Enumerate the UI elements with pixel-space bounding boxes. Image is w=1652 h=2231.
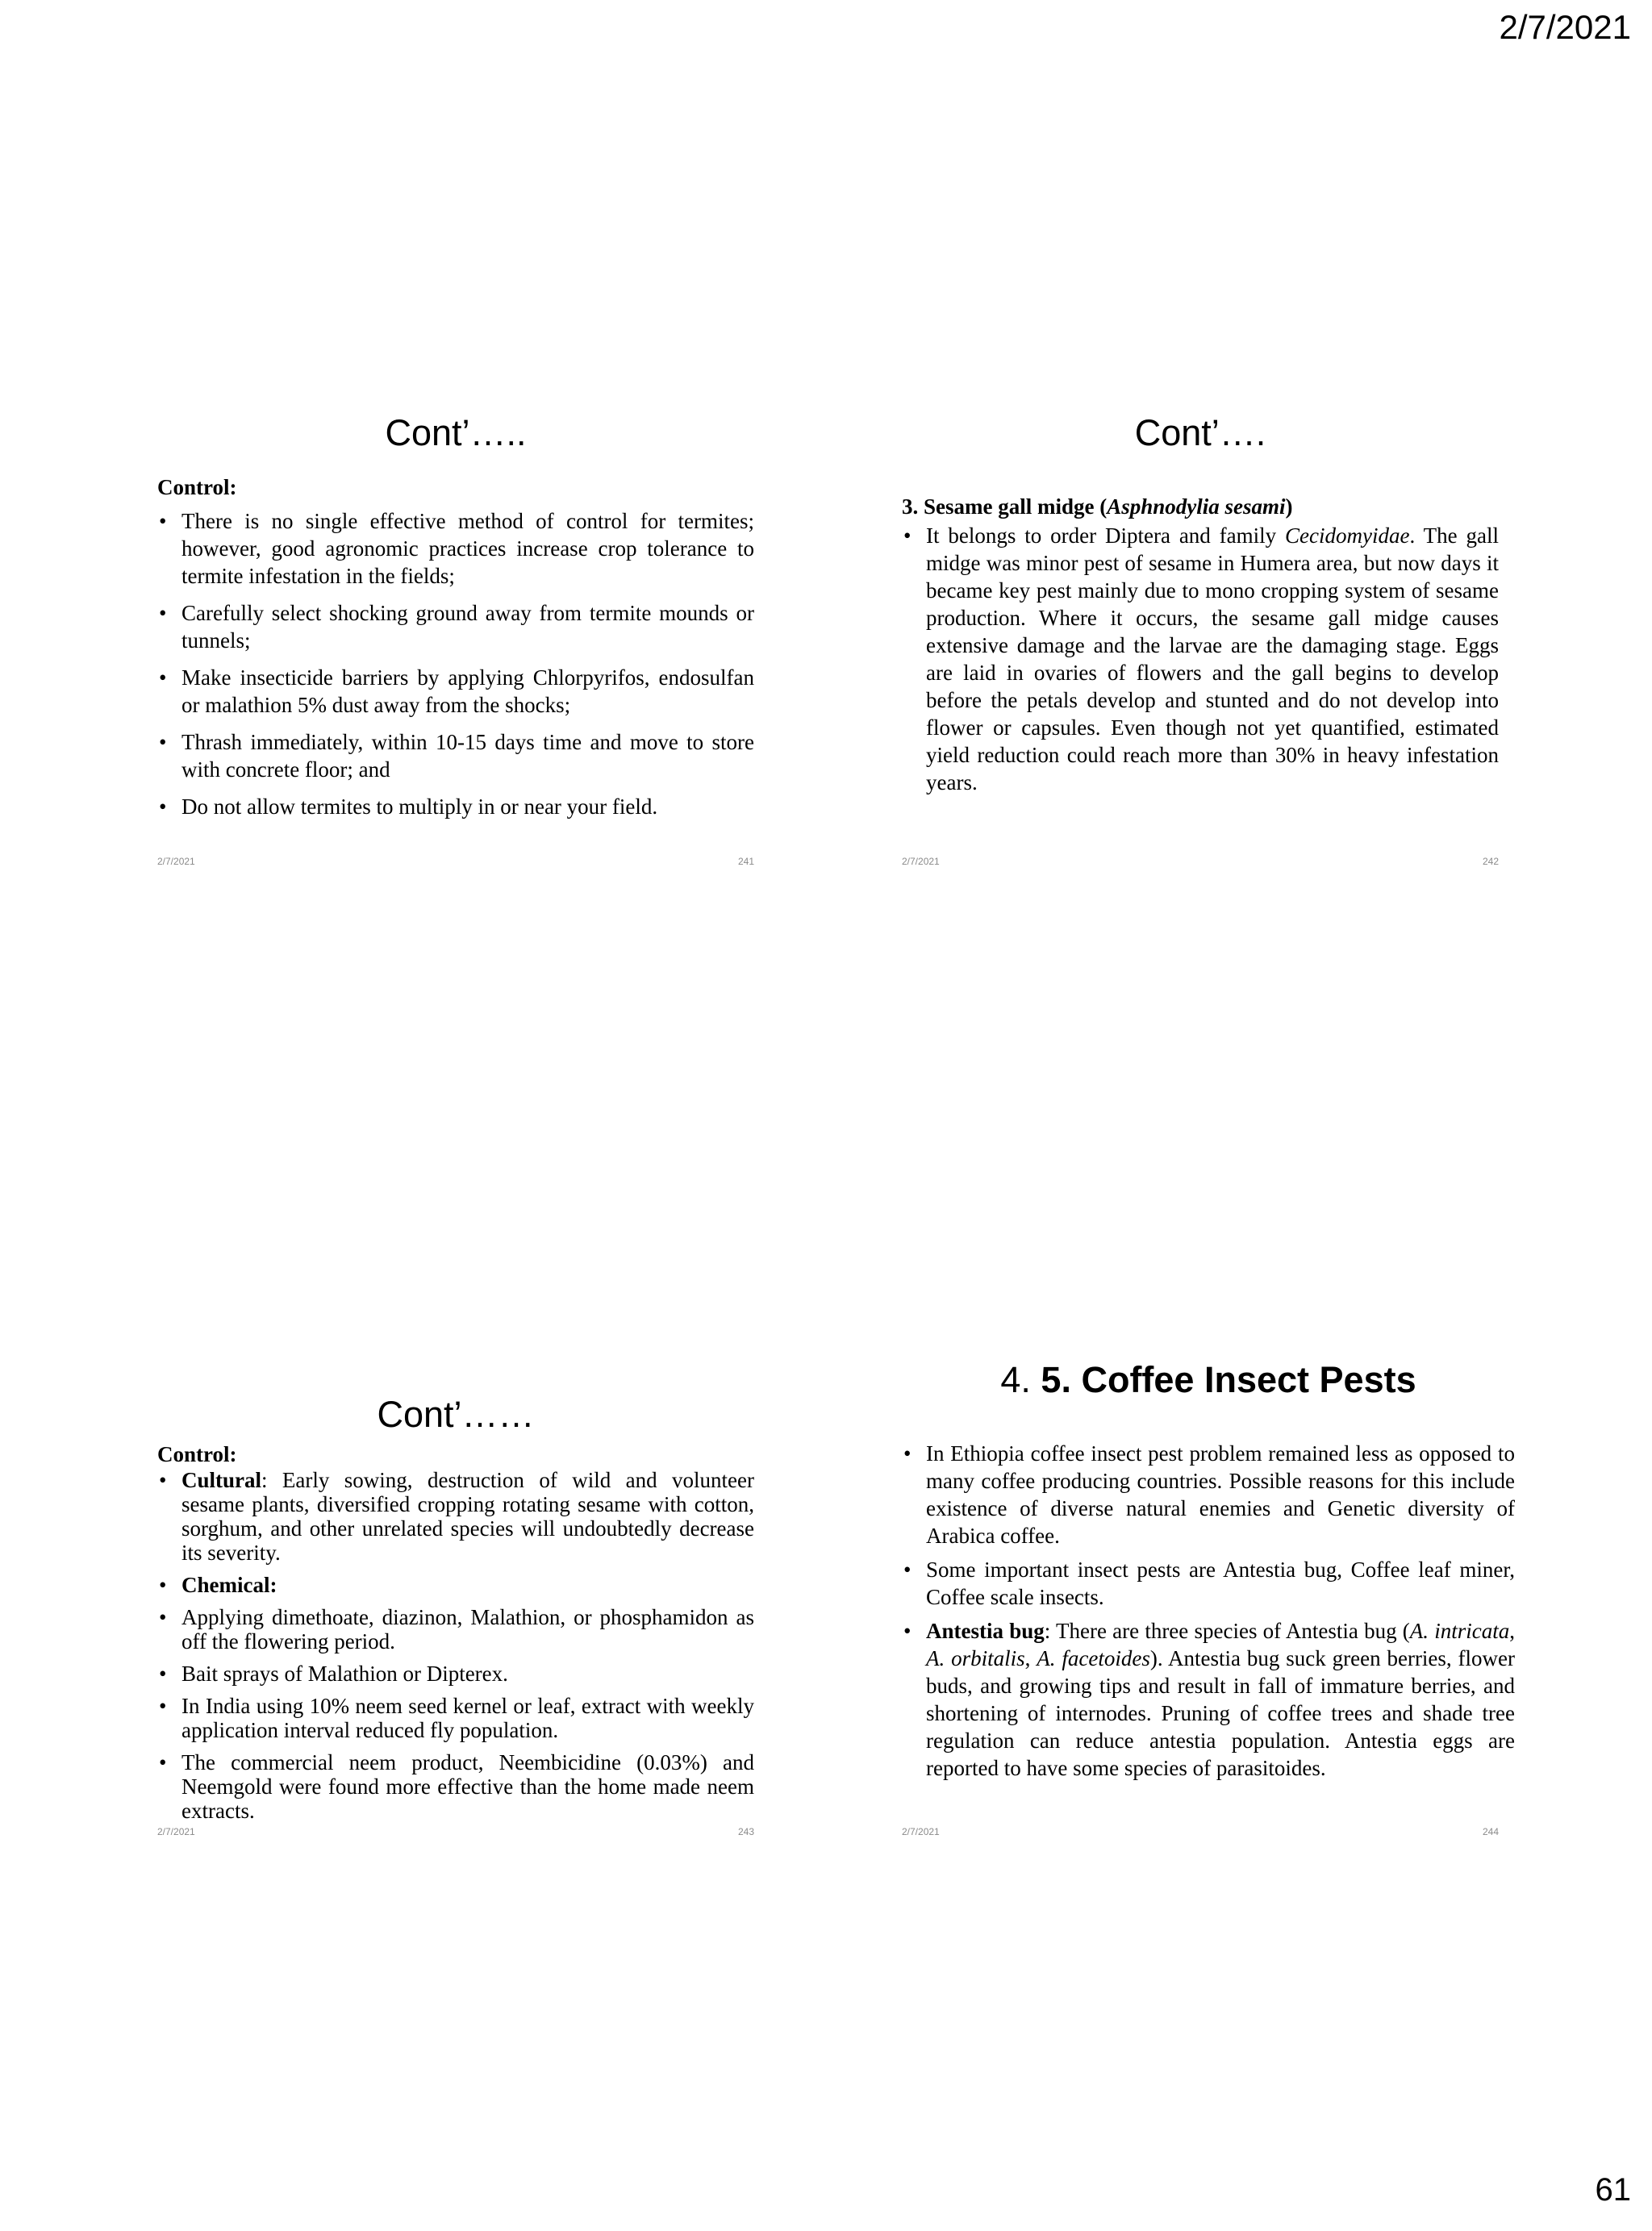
list-item: • Cultural: Early sowing, destruction of wild and volunteer sesame plants, diversified cropping rotating sesame with cotton, sorghum, and other unrelated species will undoubtedly decrease its severity. [157, 1468, 754, 1565]
list-item: • The commercial neem product, Neembicidine (0.03%) and Neemgold were found more effective than the home made neem extracts. [157, 1750, 754, 1823]
list-item: • Make insecticide barriers by applying Chlorpyrifos, endosulfan or malathion 5% dust away from the shocks; [157, 664, 754, 719]
slide-date: 2/7/2021 [157, 856, 195, 867]
slide-footer [902, 1826, 1499, 1841]
slide-242 [902, 407, 1499, 875]
list-item: • Some important insect pests are Antestia bug, Coffee leaf miner, Coffee scale insects. [902, 1556, 1515, 1611]
slide-243 [157, 1378, 754, 1845]
list-item: • Antestia bug: There are three species of Antestia bug (A. intricata, A. orbitalis, A. facetoides). Antestia bug suck green berries, flower buds, and growing tips and result in fall of immature berries, and shortening of internodes. Pruning of coffee trees and shade tree regulation can reduce antestia population. Antestia eggs are reported to have some species of parasitoides. [902, 1617, 1515, 1782]
control-heading: Control: [157, 475, 237, 499]
slide-number: 243 [737, 1826, 754, 1837]
slide-footer [157, 1826, 754, 1841]
slide-date: 2/7/2021 [902, 1826, 940, 1837]
page-number: 61 [1595, 2172, 1631, 2208]
slide-date: 2/7/2021 [902, 856, 940, 867]
slide-footer [157, 856, 754, 870]
list-item: • Do not allow termites to multiply in or near your field. [157, 793, 754, 820]
slide-title: Cont’…. [1134, 412, 1266, 453]
list-item: • Applying dimethoate, diazinon, Malathion, or phosphamidon as off the flowering period. [157, 1605, 754, 1653]
page-date: 2/7/2021 [1499, 8, 1631, 46]
list-item: • Chemical: [157, 1573, 754, 1597]
sesame-gall-midge-heading: 3. Sesame gall midge (Asphnodylia sesami) [902, 494, 1293, 519]
list-item: • It belongs to order Diptera and family Cecidomyidae. The gall midge was minor pest of sesame in Humera area, but now days it became key pest mainly due to mono cropping system of sesame production. Where it occurs, the sesame gall midge causes extensive damage and the larvae are the damaging stage. Eggs are laid in ovaries of flowers and the gall begins to develop before the petals develop and stunted and do not develop into flower or capsules. Even though not yet quantified, estimated yield reduction could reach more than 30% in heavy infestation years. [902, 522, 1499, 796]
slide-244 [902, 1359, 1515, 1845]
slide-title: Cont’….. [385, 412, 527, 453]
control-heading: Control: [157, 1442, 237, 1466]
slide-number: 244 [1482, 1826, 1499, 1837]
list-item: • Bait sprays of Malathion or Dipterex. [157, 1662, 754, 1686]
slide-number: 241 [737, 856, 754, 867]
slide-title: Cont’…… [377, 1394, 535, 1435]
list-item: • In Ethiopia coffee insect pest problem remained less as opposed to many coffee producing countries. Possible reasons for this include existence of diverse natural enemies and Genetic diversity of Arabica coffee. [902, 1440, 1515, 1549]
list-item: • Carefully select shocking ground away from termite mounds or tunnels; [157, 599, 754, 654]
slide-title: 4. 5. Coffee Insect Pests [1000, 1359, 1416, 1400]
list-item: • In India using 10% neem seed kernel or leaf, extract with weekly application interval reduced fly population. [157, 1694, 754, 1742]
slide-footer [902, 856, 1499, 870]
list-item: • There is no single effective method of control for termites; however, good agronomic practices increase crop tolerance to termite infestation in the fields; [157, 507, 754, 590]
slide-241 [157, 407, 754, 875]
slide-date: 2/7/2021 [157, 1826, 195, 1837]
list-item: • Thrash immediately, within 10-15 days time and move to store with concrete floor; and [157, 728, 754, 783]
slide-number: 242 [1482, 856, 1499, 867]
